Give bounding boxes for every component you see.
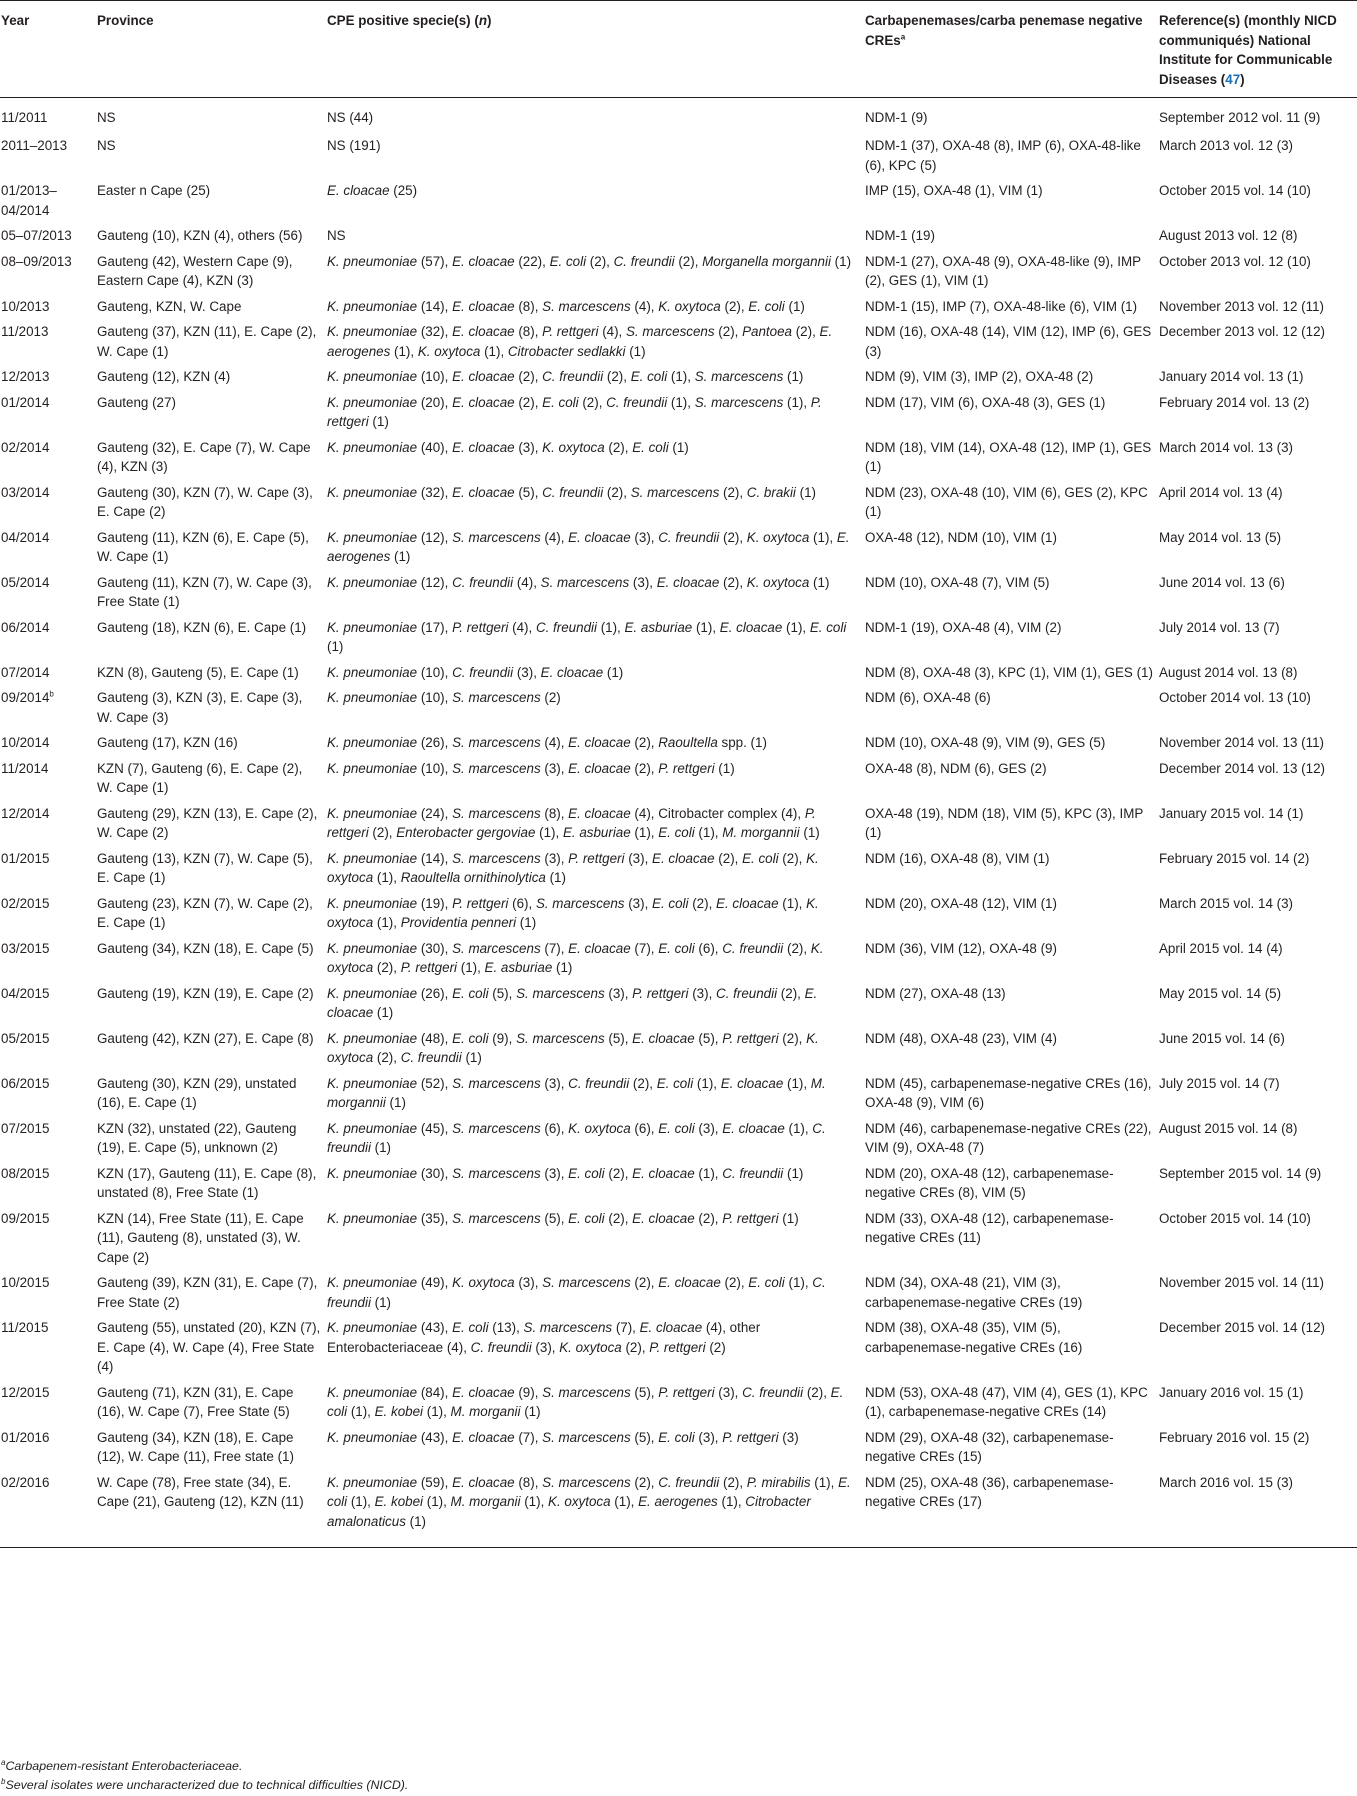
- table-row: [0, 657, 1357, 683]
- cell-carbapenemases: NDM (8), OXA-48 (3), KPC (1), VIM (1), GES (1): [865, 664, 1153, 680]
- cell-carbapenemases: NDM (25), OXA-48 (36), carbapenemase-negative CREs (17): [863, 1467, 1157, 1548]
- cell-province: Gauteng (13), KZN (7), W. Cape (5), E. Cape (1): [97, 850, 313, 885]
- header-province: Province: [95, 1, 325, 98]
- cell-carbapenemases: NDM (29), OXA-48 (32), carbapenemase-negative CREs (15): [865, 1429, 1114, 1464]
- cell-year: 10/2013: [1, 298, 50, 314]
- cell-reference: July 2014 vol. 13 (7): [1159, 619, 1280, 635]
- table-row: [0, 727, 1357, 753]
- cell-reference: May 2014 vol. 13 (5): [1159, 529, 1282, 545]
- cell-species: NS (191): [327, 138, 381, 153]
- header-species-n: n: [478, 13, 487, 28]
- cell-province: KZN (8), Gauteng (5), E. Cape (1): [97, 664, 299, 680]
- table-row: [0, 567, 1357, 612]
- cell-reference: December 2014 vol. 13 (12): [1159, 760, 1325, 776]
- table-row: [0, 1267, 1357, 1312]
- cell-year: 02/2014: [1, 439, 50, 455]
- cell-reference: December 2015 vol. 14 (12): [1159, 1320, 1325, 1335]
- cell-species: K. pneumoniae (32), E. cloacae (5), C. freundii (2), S. marcescens (2), C. brakii (1): [327, 484, 817, 500]
- cell-year: 04/2014: [1, 529, 50, 545]
- table-row: [0, 1422, 1357, 1467]
- cell-year: 11/2011: [1, 110, 48, 125]
- table-row: [0, 843, 1357, 888]
- cell-year: 01/2014: [1, 394, 50, 410]
- cell-province: Gauteng, KZN, W. Cape: [97, 298, 242, 314]
- table-row: [0, 246, 1357, 291]
- cell-province: Gauteng (34), KZN (18), E. Cape (12), W. Cape (11), Free state (1): [97, 1429, 294, 1464]
- cell-species: K. pneumoniae (35), S. marcescens (5), E. coli (2), E. cloacae (2), P. rettgeri (1): [327, 1210, 799, 1226]
- footnote-a: $^a$Carbapenem-resistant Enterobacteriaceae.: [1, 1757, 243, 1773]
- cell-species: K. pneumoniae (57), E. cloacae (22), E. coli (2), C. freundii (2), Morganella morgannii (1): [327, 253, 852, 269]
- table-row: [0, 612, 1357, 657]
- cell-carbapenemases: NDM-1 (9): [865, 110, 928, 125]
- cell-year: 05–07/2013: [1, 228, 72, 243]
- cell-reference: March 2015 vol. 14 (3): [1159, 895, 1293, 911]
- cell-carbapenemases: NDM (18), VIM (14), OXA-48 (12), IMP (1), GES (1): [865, 439, 1152, 474]
- cell-year: 11/2015: [1, 1320, 49, 1335]
- table-row: [0, 798, 1357, 843]
- table-row: [0, 220, 1357, 246]
- cell-reference: November 2013 vol. 12 (11): [1159, 298, 1324, 314]
- cell-reference: October 2015 vol. 14 (10): [1159, 183, 1311, 198]
- table-row: [0, 130, 1357, 175]
- table-row: [0, 753, 1357, 798]
- cell-species: K. pneumoniae (26), E. coli (5), S. marcescens (3), P. rettgeri (3), C. freundii (2), E. cloacae (1): [327, 985, 818, 1020]
- cell-species: K. pneumoniae (14), S. marcescens (3), P. rettgeri (3), E. cloacae (2), E. coli (2), K. oxytoca (1), Raoultella ornithinolytica (1): [327, 850, 819, 885]
- cell-province: Gauteng (11), KZN (7), W. Cape (3), Free State (1): [97, 574, 312, 609]
- cell-species: K. pneumoniae (10), C. freundii (3), E. cloacae (1): [327, 664, 624, 680]
- cell-year: 02/2015: [1, 895, 50, 911]
- cell-species: K. pneumoniae (14), E. cloacae (8), S. marcescens (4), K. oxytoca (2), E. coli (1): [327, 298, 805, 314]
- table-row: [0, 387, 1357, 432]
- cell-species: K. pneumoniae (32), E. cloacae (8), P. rettgeri (4), S. marcescens (2), Pantoea (2), E. aerogenes (1), K. oxytoca (1), Citrobacter sedlakki (1): [327, 324, 833, 359]
- cell-carbapenemases: NDM-1 (37), OXA-48 (8), IMP (6), OXA-48-like (6), KPC (5): [865, 138, 1141, 173]
- cell-species: K. pneumoniae (12), C. freundii (4), S. marcescens (3), E. cloacae (2), K. oxytoca (1): [327, 574, 830, 590]
- cell-province: Gauteng (17), KZN (16): [97, 735, 238, 750]
- cell-species: K. pneumoniae (59), E. cloacae (8), S. marcescens (2), C. freundii (2), P. mirabilis (1), E. coli (1), E. kobei (1), M. morganii (1), K. oxytoca (1), E. aerogenes (1), Citrobacter amalonaticus (1): [325, 1467, 863, 1548]
- table-row: [0, 522, 1357, 567]
- table-row: [0, 1068, 1357, 1113]
- cell-reference: October 2013 vol. 12 (10): [1159, 253, 1311, 269]
- cell-year: 03/2015: [1, 940, 50, 956]
- table-row: [0, 1023, 1357, 1068]
- cell-year: 04/2015: [1, 985, 50, 1001]
- cell-year: 08/2015: [1, 1165, 50, 1181]
- table-row: [0, 978, 1357, 1023]
- cell-species: K. pneumoniae (30), S. marcescens (3), E. coli (2), E. cloacae (1), C. freundii (1): [327, 1165, 804, 1181]
- cell-carbapenemases: IMP (15), OXA-48 (1), VIM (1): [865, 183, 1043, 198]
- cell-province: Gauteng (23), KZN (7), W. Cape (2), E. Cape (1): [97, 895, 313, 930]
- cell-year: 10/2015: [1, 1275, 50, 1290]
- cell-species: K. pneumoniae (17), P. rettgeri (4), C. freundii (1), E. asburiae (1), E. cloacae (1), E. coli (1): [327, 619, 847, 654]
- cell-province: Gauteng (32), E. Cape (7), W. Cape (4), KZN (3): [97, 439, 311, 474]
- cell-carbapenemases: NDM (17), VIM (6), OXA-48 (3), GES (1): [865, 394, 1106, 410]
- cell-carbapenemases: NDM-1 (19), OXA-48 (4), VIM (2): [865, 619, 1062, 635]
- cell-species: K. pneumoniae (30), S. marcescens (7), E. cloacae (7), E. coli (6), C. freundii (2), K. oxytoca (2), P. rettgeri (1), E. asburiae (1): [327, 940, 824, 975]
- table-row: [0, 682, 1357, 727]
- cell-carbapenemases: OXA-48 (12), NDM (10), VIM (1): [865, 529, 1057, 545]
- cell-province: Gauteng (12), KZN (4): [97, 369, 231, 384]
- table-row: [0, 316, 1357, 361]
- cell-reference: August 2015 vol. 14 (8): [1159, 1120, 1298, 1136]
- cell-reference: March 2016 vol. 15 (3): [1157, 1467, 1357, 1548]
- cell-carbapenemases: NDM (46), carbapenemase-negative CREs (22), VIM (9), OXA-48 (7): [865, 1120, 1152, 1155]
- cell-species: K. pneumoniae (48), E. coli (9), S. marcescens (5), E. cloacae (5), P. rettgeri (2), K. oxytoca (2), C. freundii (1): [327, 1030, 819, 1065]
- cell-carbapenemases: NDM (23), OXA-48 (10), VIM (6), GES (2), KPC (1): [865, 484, 1148, 519]
- cell-species: K. pneumoniae (49), K. oxytoca (3), S. marcescens (2), E. cloacae (2), E. coli (1), C. freundii (1): [327, 1275, 826, 1310]
- cell-province: Gauteng (29), KZN (13), E. Cape (2), W. Cape (2): [97, 805, 318, 840]
- table-row: [0, 291, 1357, 317]
- table-row: [0, 933, 1357, 978]
- cell-province: NS: [97, 110, 116, 125]
- cell-year: 02/2016: [0, 1467, 95, 1548]
- cell-province: Gauteng (30), KZN (7), W. Cape (3), E. Cape (2): [97, 484, 313, 519]
- cell-province: Gauteng (27): [97, 394, 176, 410]
- table-row: [0, 361, 1357, 387]
- table-row: [0, 1467, 1357, 1548]
- cell-reference: January 2015 vol. 14 (1): [1159, 805, 1304, 821]
- footnote-a-marker: a: [900, 32, 906, 42]
- cell-carbapenemases: OXA-48 (8), NDM (6), GES (2): [865, 760, 1047, 776]
- cell-province: Gauteng (30), KZN (29), unstated (16), E. Cape (1): [97, 1075, 297, 1110]
- cell-reference: February 2014 vol. 13 (2): [1159, 394, 1310, 410]
- cell-year: 08–09/2013: [1, 253, 72, 269]
- cell-year: 06/2015: [1, 1075, 50, 1091]
- cell-species: K. pneumoniae (10), E. cloacae (2), C. freundii (2), E. coli (1), S. marcescens (1): [327, 369, 804, 384]
- cell-carbapenemases: NDM-1 (27), OXA-48 (9), OXA-48-like (9), IMP (2), GES (1), VIM (1): [865, 253, 1141, 288]
- cell-reference: April 2014 vol. 13 (4): [1159, 484, 1283, 500]
- cell-reference: March 2014 vol. 13 (3): [1159, 439, 1293, 455]
- cell-reference: November 2015 vol. 14 (11): [1159, 1275, 1324, 1290]
- cell-province: Gauteng (34), KZN (18), E. Cape (5): [97, 940, 314, 956]
- cell-species: K. pneumoniae (43), E. coli (13), S. marcescens (7), E. cloacae (4), other Enterobacteriaceae (4), C. freundii (3), K. oxytoca (2), P. rettgeri (2): [327, 1320, 761, 1355]
- cell-year: 12/2013: [1, 369, 50, 384]
- cell-species: K. pneumoniae (52), S. marcescens (3), C. freundii (2), E. coli (1), E. cloacae (1), M. morgannii (1): [327, 1075, 826, 1110]
- cell-province: Gauteng (37), KZN (11), E. Cape (2), W. Cape (1): [97, 324, 317, 359]
- cell-reference: January 2016 vol. 15 (1): [1159, 1384, 1304, 1400]
- table-row: [0, 1158, 1357, 1203]
- cell-species: NS (44): [327, 110, 374, 125]
- cell-year: 01/2013–04/2014: [1, 183, 57, 218]
- cell-species: K. pneumoniae (45), S. marcescens (6), K. oxytoca (6), E. coli (3), E. cloacae (1), C. freundii (1): [327, 1120, 826, 1155]
- cell-year: 11/2013: [1, 324, 49, 339]
- cell-year: 09/2015: [1, 1210, 50, 1226]
- cell-reference: February 2015 vol. 14 (2): [1159, 850, 1310, 866]
- header-carbapenemases: Carbapenemases/carba penemase negative CREs$^a$: [863, 1, 1157, 98]
- table-row: [0, 98, 1357, 131]
- cell-province: Gauteng (42), KZN (27), E. Cape (8): [97, 1030, 314, 1046]
- cell-year: 06/2014: [1, 619, 50, 635]
- table-header: [0, 1, 1357, 98]
- table-row: [0, 1203, 1357, 1268]
- cell-species: K. pneumoniae (10), S. marcescens (3), E. cloacae (2), P. rettgeri (1): [327, 760, 735, 776]
- cell-species: K. pneumoniae (10), S. marcescens (2): [327, 690, 561, 705]
- cell-province: Gauteng (42), Western Cape (9), Eastern Cape (4), KZN (3): [97, 253, 293, 288]
- table-body: [0, 98, 1357, 1548]
- cell-carbapenemases: NDM (53), OXA-48 (47), VIM (4), GES (1), KPC (1), carbapenemase-negative CREs (14): [865, 1384, 1148, 1419]
- cell-carbapenemases: NDM (16), OXA-48 (14), VIM (12), IMP (6), GES (3): [865, 324, 1152, 359]
- cell-species: K. pneumoniae (20), E. cloacae (2), E. coli (2), C. freundii (1), S. marcescens (1), P. rettgeri (1): [327, 394, 822, 429]
- cell-province: KZN (14), Free State (11), E. Cape (11), Gauteng (8), unstated (3), W. Cape (2): [97, 1210, 304, 1265]
- cell-species: K. pneumoniae (12), S. marcescens (4), E. cloacae (3), C. freundii (2), K. oxytoca (1), E. aerogenes (1): [327, 529, 850, 564]
- header-reference: Reference(s) (monthly NICD communiqués) National Institute for Communicable Diseases (47): [1157, 1, 1357, 98]
- cell-species: K. pneumoniae (19), P. rettgeri (6), S. marcescens (3), E. coli (2), E. cloacae (1), K. oxytoca (1), Providentia penneri (1): [327, 895, 819, 930]
- cell-year: 03/2014: [1, 484, 50, 500]
- cell-carbapenemases: NDM (33), OXA-48 (12), carbapenemase-negative CREs (11): [865, 1210, 1114, 1245]
- cell-carbapenemases: NDM (38), OXA-48 (35), VIM (5), carbapenemase-negative CREs (16): [865, 1320, 1083, 1355]
- cell-year: 2011–2013: [1, 138, 68, 153]
- cell-carbapenemases: NDM (20), OXA-48 (12), VIM (1): [865, 895, 1057, 911]
- cell-province: Gauteng (18), KZN (6), E. Cape (1): [97, 619, 307, 635]
- cell-reference: January 2014 vol. 13 (1): [1159, 369, 1304, 384]
- table-row: [0, 1377, 1357, 1422]
- footnote-b: $^b$Several isolates were uncharacterized due to technical difficulties (NICD).: [1, 1776, 409, 1792]
- table-row: [0, 1312, 1357, 1377]
- cell-carbapenemases: NDM (34), OXA-48 (21), VIM (3), carbapenemase-negative CREs (19): [865, 1275, 1083, 1310]
- cell-reference: March 2013 vol. 12 (3): [1159, 138, 1293, 153]
- cell-province: Gauteng (39), KZN (31), E. Cape (7), Free State (2): [97, 1275, 318, 1310]
- table-row: [0, 175, 1357, 220]
- cell-carbapenemases: NDM (10), OXA-48 (9), VIM (9), GES (5): [865, 735, 1106, 750]
- cell-carbapenemases: NDM (27), OXA-48 (13): [865, 985, 1006, 1001]
- cell-province: Gauteng (11), KZN (6), E. Cape (5), W. Cape (1): [97, 529, 309, 564]
- cell-reference: August 2014 vol. 13 (8): [1159, 664, 1298, 680]
- cell-province: KZN (17), Gauteng (11), E. Cape (8), unstated (8), Free State (1): [97, 1165, 317, 1200]
- cell-species: NS: [327, 228, 346, 243]
- table-footnotes: [1, 1757, 408, 1795]
- cell-species: K. pneumoniae (24), S. marcescens (8), E. cloacae (4), Citrobacter complex (4), P. rettgeri (2), Enterobacter gergoviae (1), E. asburiae (1), E. coli (1), M. morgannii (1): [327, 805, 820, 840]
- header-species-label: CPE positive specie(s) (: [327, 13, 479, 28]
- cell-species: K. pneumoniae (40), E. cloacae (3), K. oxytoca (2), E. coli (1): [327, 439, 689, 455]
- cell-year: 07/2015: [1, 1120, 50, 1136]
- cell-carbapenemases: NDM (6), OXA-48 (6): [865, 690, 991, 705]
- cell-province: KZN (32), unstated (22), Gauteng (19), E. Cape (5), unknown (2): [97, 1120, 297, 1155]
- table-row: [0, 1113, 1357, 1158]
- cell-year: 11/2014: [1, 760, 49, 776]
- cell-reference: February 2016 vol. 15 (2): [1159, 1429, 1310, 1445]
- table-row: [0, 432, 1357, 477]
- cell-reference: August 2013 vol. 12 (8): [1159, 228, 1298, 243]
- header-species: CPE positive specie(s) (n): [325, 1, 863, 98]
- cell-reference: July 2015 vol. 14 (7): [1159, 1075, 1280, 1091]
- cell-reference: October 2014 vol. 13 (10): [1159, 690, 1311, 705]
- cell-year: 07/2014: [1, 664, 50, 680]
- cell-reference: September 2015 vol. 14 (9): [1159, 1165, 1322, 1181]
- cell-year: 12/2015: [1, 1384, 50, 1400]
- cell-carbapenemases: NDM (48), OXA-48 (23), VIM (4): [865, 1030, 1057, 1046]
- cell-province: Gauteng (71), KZN (31), E. Cape (16), W. Cape (7), Free State (5): [97, 1384, 294, 1419]
- cell-carbapenemases: NDM (45), carbapenemase-negative CREs (16), OXA-48 (9), VIM (6): [865, 1075, 1152, 1110]
- cell-reference: April 2015 vol. 14 (4): [1159, 940, 1283, 956]
- cell-reference: June 2015 vol. 14 (6): [1159, 1030, 1285, 1046]
- cell-carbapenemases: NDM (9), VIM (3), IMP (2), OXA-48 (2): [865, 369, 1094, 384]
- cell-reference: November 2014 vol. 13 (11): [1159, 735, 1324, 750]
- table-row: [0, 477, 1357, 522]
- header-year: Year: [0, 1, 95, 98]
- cell-province: Gauteng (3), KZN (3), E. Cape (3), W. Cape (3): [97, 690, 303, 725]
- cell-reference: December 2013 vol. 12 (12): [1159, 324, 1325, 339]
- cell-year: 05/2014: [1, 574, 50, 590]
- cell-province: W. Cape (78), Free state (34), E. Cape (21), Gauteng (12), KZN (11): [95, 1467, 325, 1548]
- cell-reference: June 2014 vol. 13 (6): [1159, 574, 1285, 590]
- table-row: [0, 888, 1357, 933]
- footnote-b-marker: b: [49, 689, 54, 699]
- cell-year: 09/2014$^b$: [1, 689, 54, 705]
- cell-reference: September 2012 vol. 11 (9): [1159, 110, 1321, 125]
- cell-species: K. pneumoniae (26), S. marcescens (4), E. cloacae (2), Raoultella spp. (1): [327, 735, 767, 750]
- cell-reference: May 2015 vol. 14 (5): [1159, 985, 1282, 1001]
- cell-carbapenemases: OXA-48 (19), NDM (18), VIM (5), KPC (3), IMP (1): [865, 805, 1144, 840]
- cell-year: 01/2016: [1, 1429, 50, 1445]
- cell-province: Easter n Cape (25): [97, 183, 211, 198]
- reference-link[interactable]: 47: [1225, 71, 1241, 87]
- cell-province: Gauteng (55), unstated (20), KZN (7), E. Cape (4), W. Cape (4), Free State (4): [97, 1320, 321, 1374]
- cell-carbapenemases: NDM (10), OXA-48 (7), VIM (5): [865, 574, 1050, 590]
- cell-province: KZN (7), Gauteng (6), E. Cape (2), W. Cape (1): [97, 760, 303, 795]
- cell-reference: October 2015 vol. 14 (10): [1159, 1210, 1311, 1226]
- cell-carbapenemases: NDM (20), OXA-48 (12), carbapenemase-negative CREs (8), VIM (5): [865, 1165, 1114, 1200]
- cell-year: 01/2015: [1, 850, 50, 866]
- cell-province: Gauteng (10), KZN (4), others (56): [97, 228, 303, 243]
- cell-province: Gauteng (19), KZN (19), E. Cape (2): [97, 985, 314, 1001]
- cell-carbapenemases: NDM (36), VIM (12), OXA-48 (9): [865, 940, 1057, 956]
- cell-year: 12/2014: [1, 805, 50, 821]
- cell-species: E. cloacae (25): [327, 183, 418, 198]
- cell-species: K. pneumoniae (84), E. cloacae (9), S. marcescens (5), P. rettgeri (3), C. freundii (2), E. coli (1), E. kobei (1), M. morganii (1): [327, 1384, 844, 1419]
- cell-year: 10/2014: [1, 735, 50, 750]
- cell-carbapenemases: NDM-1 (19): [865, 228, 935, 243]
- cell-species: K. pneumoniae (43), E. cloacae (7), S. marcescens (5), E. coli (3), P. rettgeri (3): [327, 1429, 799, 1445]
- cell-province: NS: [97, 138, 116, 153]
- cell-carbapenemases: NDM-1 (15), IMP (7), OXA-48-like (6), VIM (1): [865, 298, 1138, 314]
- cell-year: 05/2015: [1, 1030, 50, 1046]
- cell-carbapenemases: NDM (16), OXA-48 (8), VIM (1): [865, 850, 1050, 866]
